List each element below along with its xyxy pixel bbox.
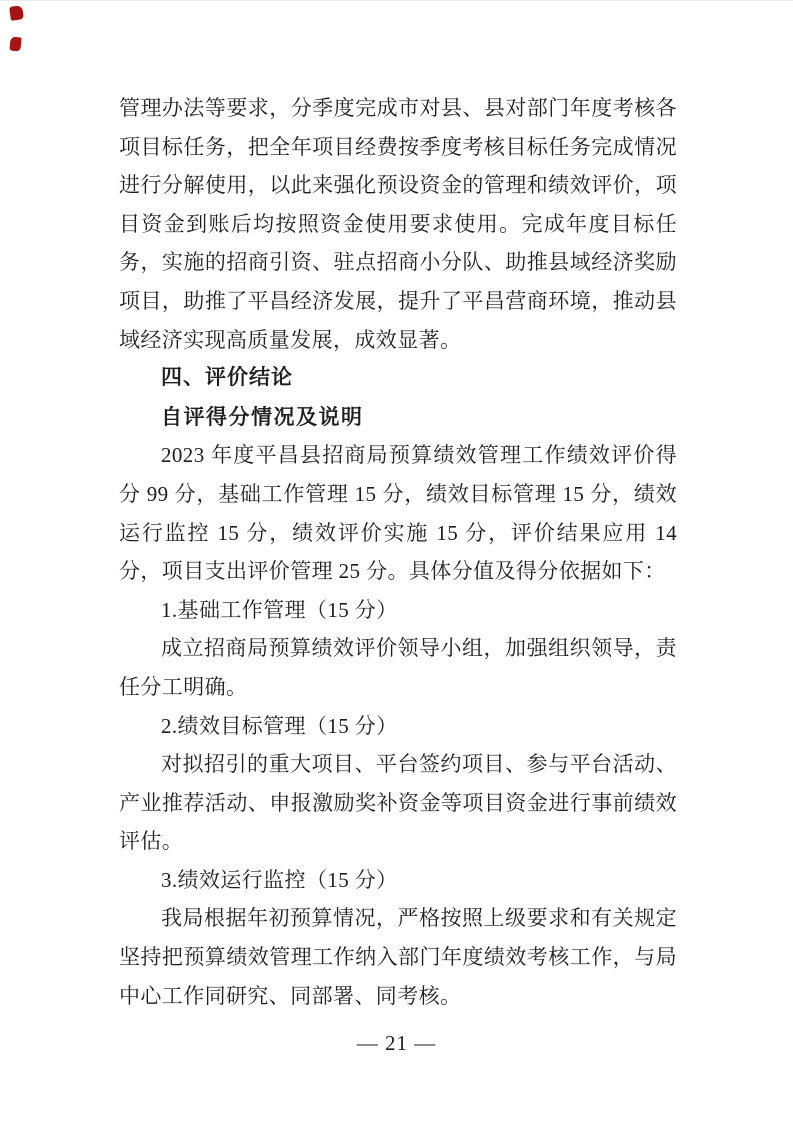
section-heading-conclusion: 四、评价结论 xyxy=(161,366,293,390)
paragraph-score-summary: 2023 年度平昌县招商局预算绩效管理工作绩效评价得分 99 分，基础工作管理 15 分，绩效目标管理 15 分，绩效运行监控 15 分，绩效评价实施 15 分，评价结果应用 14 分，项目支出评价管理 25 分。具体分值及得分依据如下： xyxy=(119,443,677,584)
item-heading-operation-monitoring: 3.绩效运行监控（15 分） xyxy=(161,867,398,892)
paragraph-operation-monitoring: 我局根据年初预算情况，严格按照上级要求和有关规定坚持把预算绩效管理工作纳入部门年度绩效考核工作，与局中心工作同研究、同部署、同考核。 xyxy=(119,906,677,1008)
corner-red-mark xyxy=(9,5,24,21)
document-text-block xyxy=(119,89,677,1015)
paragraph-continuation: 管理办法等要求，分季度完成市对县、县对部门年度考核各项目标任务，把全年项目经费按季度考核目标任务完成情况进行分解使用，以此来强化预设资金的管理和绩效评价，项目资金到账后均按照资金使用要求使用。完成年度目标任务，实施的招商引资、驻点招商小分队、助推县域经济奖励项目，助推了平昌经济发展，提升了平昌营商环境，推动县域经济实现高质量发展，成效显著。 xyxy=(119,96,677,352)
item-heading-basic-work: 1.基础工作管理（15 分） xyxy=(161,597,398,622)
item-heading-target-management: 2.绩效目标管理（15 分） xyxy=(161,713,398,738)
paragraph-target-management: 对拟招引的重大项目、平台签约项目、参与平台活动、产业推荐活动、申报激励奖补资金等项目资金进行事前绩效评估。 xyxy=(119,752,677,854)
corner-red-mark xyxy=(9,36,21,51)
paragraph-basic-work: 成立招商局预算绩效评价领导小组，加强组织领导，责任分工明确。 xyxy=(119,636,677,699)
page-top-edge xyxy=(0,0,793,1)
subsection-heading-self-score: 自评得分情况及说明 xyxy=(161,404,364,429)
page-number: — 21 — xyxy=(356,1031,437,1055)
